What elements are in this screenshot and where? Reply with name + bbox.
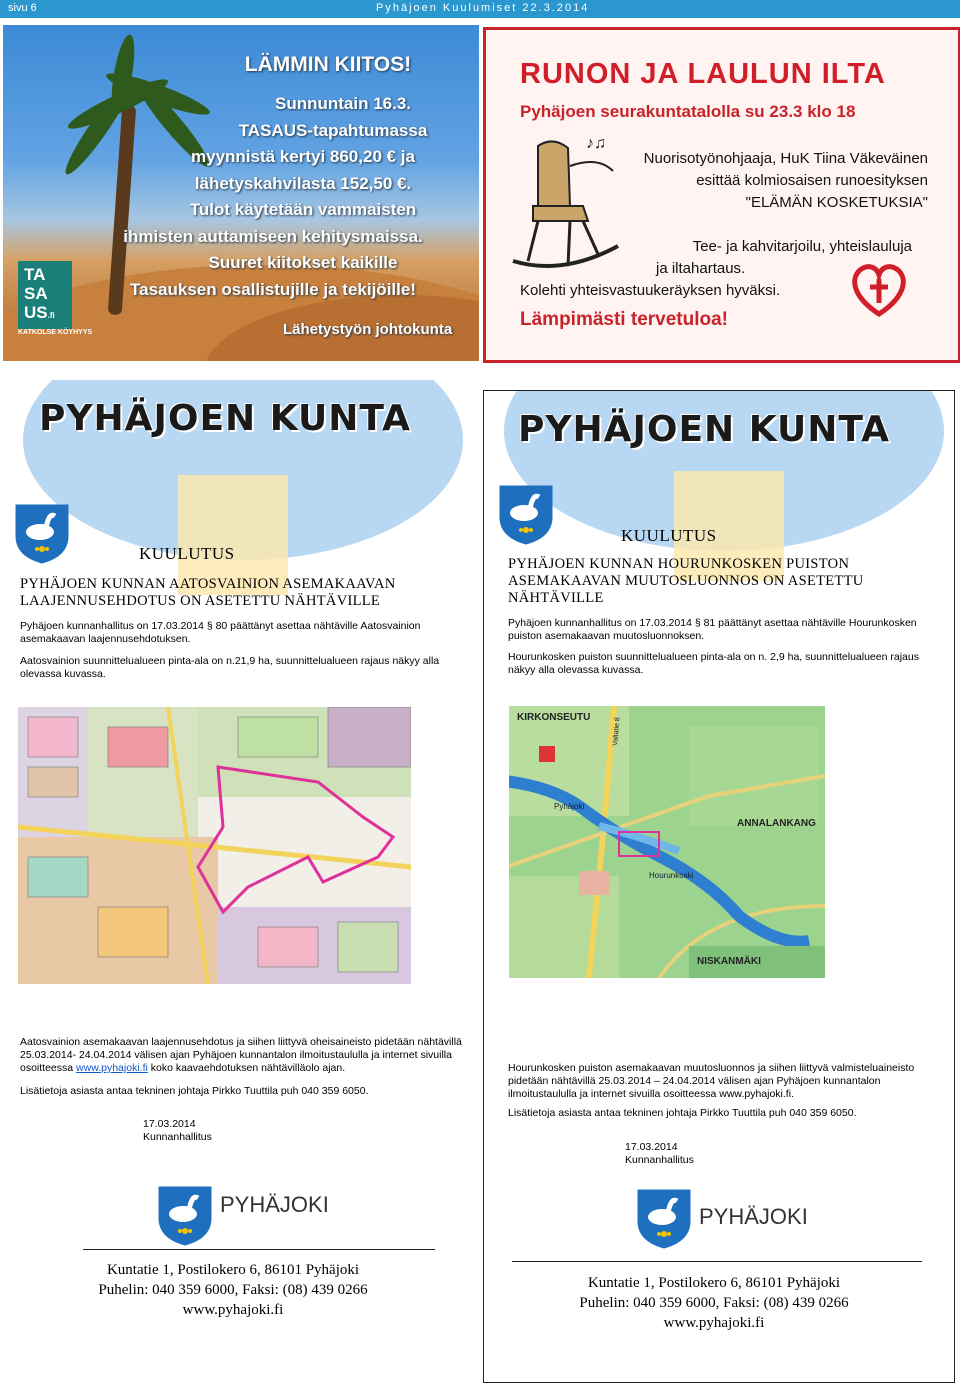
runo-subtitle: Pyhäjoen seurakuntatalolla su 23.3 klo 18 [520,102,856,121]
tasaus-logo-sub: KATKOLSE KÖYHYYS [18,329,93,336]
heart-cross-icon [848,259,910,319]
notice-paragraph: Lisätietoja asiasta antaa tekninen johtaja Pirkko Tuuttila puh 040 359 6050. [508,1107,857,1119]
rocking-chair-icon [508,126,628,276]
runo-line: esittää kolmiosaisen runoesityksen [696,172,928,189]
tasaus-body [123,91,479,303]
footer-address [63,1260,403,1320]
notice-paragraph: Pyhäjoen kunnanhallitus on 17.03.2014 § 81 päättänyt asettaa nähtäville Hourunkosken puiston asemakaavan muutosluonnoksen. [508,617,917,642]
municipality-title: PYHÄJOEN KUNTA [39,398,411,439]
footer-divider [512,1261,922,1262]
publication-title: Pyhäjoen Kuulumiset 22.3.2014 [376,2,590,14]
map-label: NISKANMÄKI [697,956,761,967]
tasaus-logo-text: TA SA US [24,265,48,322]
location-map [509,706,825,978]
map-label: Hourunkoski [649,871,694,880]
runo-title: RUNON JA LAULUN ILTA [520,58,886,90]
notice-date: 17.03.2014 [143,1118,196,1130]
coat-of-arms-icon [15,504,69,564]
notice-label: KUULUTUS [139,544,235,563]
website-line[interactable]: www.pyhajoki.fi [663,1315,765,1331]
page-header [0,0,960,18]
tasaus-line: ihmisten auttamiseen kehitysmaissa. [123,226,423,246]
tasaus-line: Tasauksen osallistujille ja tekijöille! [130,279,416,299]
zoning-map [18,707,411,984]
page-number: sivu 6 [8,2,37,14]
website-line[interactable]: www.pyhajoki.fi [182,1302,284,1318]
runo-line: ja iltahartaus. [656,260,746,277]
map-label: Valtatie 8 [612,717,622,747]
notice-paragraph: Hourunkosken puiston asemakaavan muutosluonnos ja siihen liittyvä valmisteluaineisto pidetään nähtävillä 25.03.2014 – 24.04.2014 välisen ajan Pyhäjoen kunnantalon ilmoitustaululla ja internet sivuilla osoitteessa www.pyhajoki.fi. [508,1062,915,1100]
notice-heading-line: LAAJENNUSEHDOTUS ON ASETETTU NÄHTÄVILLE [20,593,381,609]
map-label: ANNALANKANG [737,818,816,829]
tasaus-line: Sunnuntain 16.3. [274,94,412,113]
runo-welcome: Lämpimästi tervetuloa! [520,309,728,330]
svg-text:♪♫: ♪♫ [586,135,606,152]
tasaus-logo-suffix: .fi [47,311,55,320]
address-line: Kuntatie 1, Postilokero 6, 86101 Pyhäjoki [106,1262,360,1278]
brand-name: PYHÄJOKI [220,1192,329,1217]
map-label: Pyhäjoki [554,802,585,811]
coat-of-arms-icon [499,485,553,545]
phone-line: Puhelin: 040 359 6000, Faksi: (08) 439 0266 [579,1295,849,1311]
map-label: KIRKONSEUTU [517,712,591,723]
notice-hourunkoski [483,390,955,1383]
notice-paragraph [20,1036,470,1075]
tasaus-signature: Lähetystyön johtokunta [283,321,453,338]
runo-ad [483,27,960,363]
coat-of-arms-icon [158,1186,212,1246]
notice-paragraph-tail: koko kaavaehdotuksen nähtävilläolo ajan. [147,1062,346,1074]
runo-line: Tee- ja kahvitarjoilu, yhteislauluja [692,238,912,255]
address-line: Kuntatie 1, Postilokero 6, 86101 Pyhäjoki [587,1275,841,1291]
notice-heading-line: PYHÄJOEN KUNNAN HOURUNKOSKEN PUISTON [508,556,850,572]
notice-paragraph: Hourunkosken puiston suunnittelualueen pinta-ala on n. 2,9 ha, suunnittelualueen rajaus näkyy alla olevassa kuvassa. [508,651,919,676]
notice-date: 17.03.2014 [625,1141,678,1153]
notice-paragraph: Lisätietoja asiasta antaa tekninen johtaja Pirkko Tuuttila puh 040 359 6050. [20,1085,369,1097]
tasaus-line: TASAUS-tapahtumassa [238,120,428,140]
runo-line: "ELÄMÄN KOSKETUKSIA" [745,194,928,211]
tasaus-title: LÄMMIN KIITOS! [244,53,412,76]
notice-signer: Kunnanhallitus [143,1131,212,1143]
notice-heading [20,576,395,610]
notice-paragraph: Aatosvainion suunnittelualueen pinta-ala on n.21,9 ha, suunnittelualueen rajaus näkyy alla olevassa kuvassa. [20,655,440,680]
website-link[interactable]: www.pyhajoki.fi [76,1062,148,1074]
notice-aatosvainio [3,380,480,1383]
coat-of-arms-icon [637,1189,691,1249]
footer-address [544,1273,884,1333]
notice-label: KUULUTUS [621,526,717,545]
tasaus-logo [18,261,72,329]
phone-line: Puhelin: 040 359 6000, Faksi: (08) 439 0266 [98,1282,368,1298]
tasaus-ad [3,25,479,361]
municipality-title: PYHÄJOEN KUNTA [518,409,890,450]
notice-heading-line: ASEMAKAAVAN MUUTOSLUONNOS ON ASETETTU [508,573,864,589]
tasaus-line: Tulot käytetään vammaisten [189,200,417,219]
runo-line: Nuorisotyönohjaaja, HuK Tiina Väkeväinen [643,150,928,167]
notice-paragraph-text: Aatosvainion asemakaavan laajennusehdotus ja siihen liittyvä oheisaineisto pidetään nähtävillä 25.03.2014- 24.04.2014 välisen ajan Pyhäjoen kunnantalon ilmoitustaululla ja internet sivuilla osoitteessa [20,1036,462,1074]
notice-heading-line: NÄHTÄVILLE [508,590,604,606]
notice-heading-line: PYHÄJOEN KUNNAN AATOSVAINION ASEMAKAAVAN [20,576,396,592]
tasaus-line: myynnistä kertyi 860,20 € ja [191,147,415,166]
notice-signer: Kunnanhallitus [625,1154,694,1166]
notice-heading [508,556,864,607]
tasaus-line: Suuret kiitokset kaikille [208,253,398,272]
runo-line: Kolehti yhteisvastuukeräyksen hyväksi. [520,282,781,299]
notice-paragraph: Pyhäjoen kunnanhallitus on 17.03.2014 § 80 päättänyt asettaa nähtäville Aatosvainion asemakaavan laajennusehdotuksen. [20,620,421,645]
footer-divider [83,1249,435,1250]
tasaus-line: lähetyskahvilasta 152,50 €. [194,173,412,193]
brand-name: PYHÄJOKI [699,1204,808,1229]
